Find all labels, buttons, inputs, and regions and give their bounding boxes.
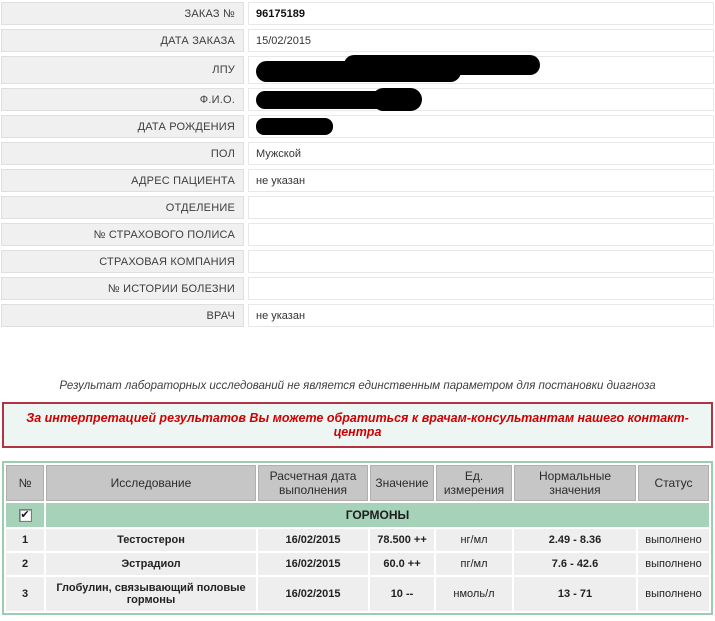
- form-row-label: ОТДЕЛЕНИЕ: [1, 196, 244, 219]
- form-row-value: Мужской: [248, 142, 714, 165]
- column-header: №: [6, 465, 44, 501]
- column-header: Ед. измерения: [436, 465, 512, 501]
- result-status: выполнено: [638, 529, 709, 551]
- form-row-label: ПОЛ: [1, 142, 244, 165]
- group-title: ГОРМОНЫ: [46, 503, 709, 527]
- form-row-value: [248, 88, 714, 111]
- form-row: [1, 223, 714, 246]
- column-header: Статус: [638, 465, 709, 501]
- column-header: Значение: [370, 465, 434, 501]
- result-unit: пг/мл: [436, 553, 512, 575]
- form-row: [1, 169, 714, 192]
- result-row: [6, 577, 709, 611]
- result-test-name: Эстрадиол: [46, 553, 256, 575]
- result-normal-range: 2.49 - 8.36: [514, 529, 636, 551]
- form-row-label: № ИСТОРИИ БОЛЕЗНИ: [1, 277, 244, 300]
- form-row-value: [248, 223, 714, 246]
- form-row: [1, 2, 714, 25]
- result-row: [6, 529, 709, 551]
- disclaimer-text: Результат лабораторных исследований не является единственным параметром для постановки диагноза: [59, 380, 656, 392]
- form-row-value: [248, 277, 714, 300]
- result-date: 16/02/2015: [258, 553, 368, 575]
- result-date: 16/02/2015: [258, 577, 368, 611]
- form-row-label: ДАТА ЗАКАЗА: [1, 29, 244, 52]
- column-header: Нормальные значения: [514, 465, 636, 501]
- results-table: [4, 463, 711, 613]
- result-value: 60.0 ++: [370, 553, 434, 575]
- form-row: [1, 277, 714, 300]
- result-status: выполнено: [638, 577, 709, 611]
- form-row: [1, 88, 714, 111]
- column-header: Расчетная дата выполнения: [258, 465, 368, 501]
- result-test-name: Глобулин, связывающий половые гормоны: [46, 577, 256, 611]
- result-date: 16/02/2015: [258, 529, 368, 551]
- form-row-value: 96175189: [248, 2, 714, 25]
- redacted-value: [256, 118, 333, 135]
- form-row: [1, 29, 714, 52]
- result-row-number: 1: [6, 529, 44, 551]
- result-value: 10 --: [370, 577, 434, 611]
- form-row-value: не указан: [248, 169, 714, 192]
- form-row: [1, 304, 714, 327]
- form-row-value: 15/02/2015: [248, 29, 714, 52]
- group-checkbox[interactable]: [19, 509, 32, 522]
- form-row-label: АДРЕС ПАЦИЕНТА: [1, 169, 244, 192]
- form-row-value: не указан: [248, 304, 714, 327]
- form-row: [1, 56, 714, 84]
- form-row-value: [248, 115, 714, 138]
- form-row: [1, 142, 714, 165]
- group-row: [6, 503, 709, 527]
- result-test-name: Тестостерон: [46, 529, 256, 551]
- column-header: Исследование: [46, 465, 256, 501]
- result-row: [6, 553, 709, 575]
- form-row-label: ДАТА РОЖДЕНИЯ: [1, 115, 244, 138]
- form-row-label: № СТРАХОВОГО ПОЛИСА: [1, 223, 244, 246]
- result-row-number: 3: [6, 577, 44, 611]
- form-row: [1, 115, 714, 138]
- redacted-value: [256, 61, 461, 82]
- form-row-label: Ф.И.О.: [1, 88, 244, 111]
- result-row-number: 2: [6, 553, 44, 575]
- result-value: 78.500 ++: [370, 529, 434, 551]
- check-icon: ✔: [20, 508, 30, 521]
- form-row: [1, 196, 714, 219]
- redacted-value: [256, 91, 398, 109]
- result-unit: нмоль/л: [436, 577, 512, 611]
- form-row: [1, 250, 714, 273]
- form-row-value: [248, 250, 714, 273]
- interpretation-alert: За интерпретацией результатов Вы можете обратиться к врачам-консультантам нашего контакт-центра: [2, 402, 713, 448]
- form-row-label: ВРАЧ: [1, 304, 244, 327]
- form-row-value: [248, 56, 714, 84]
- result-normal-range: 13 - 71: [514, 577, 636, 611]
- result-status: выполнено: [638, 553, 709, 575]
- results-header-row: [6, 465, 709, 501]
- group-checkbox-cell: [6, 503, 44, 527]
- form-row-value: [248, 196, 714, 219]
- results-table-wrap: [2, 461, 713, 615]
- form-row-label: ЛПУ: [1, 56, 244, 84]
- form-row-label: СТРАХОВАЯ КОМПАНИЯ: [1, 250, 244, 273]
- result-normal-range: 7.6 - 42.6: [514, 553, 636, 575]
- result-unit: нг/мл: [436, 529, 512, 551]
- form-row-label: ЗАКАЗ №: [1, 2, 244, 25]
